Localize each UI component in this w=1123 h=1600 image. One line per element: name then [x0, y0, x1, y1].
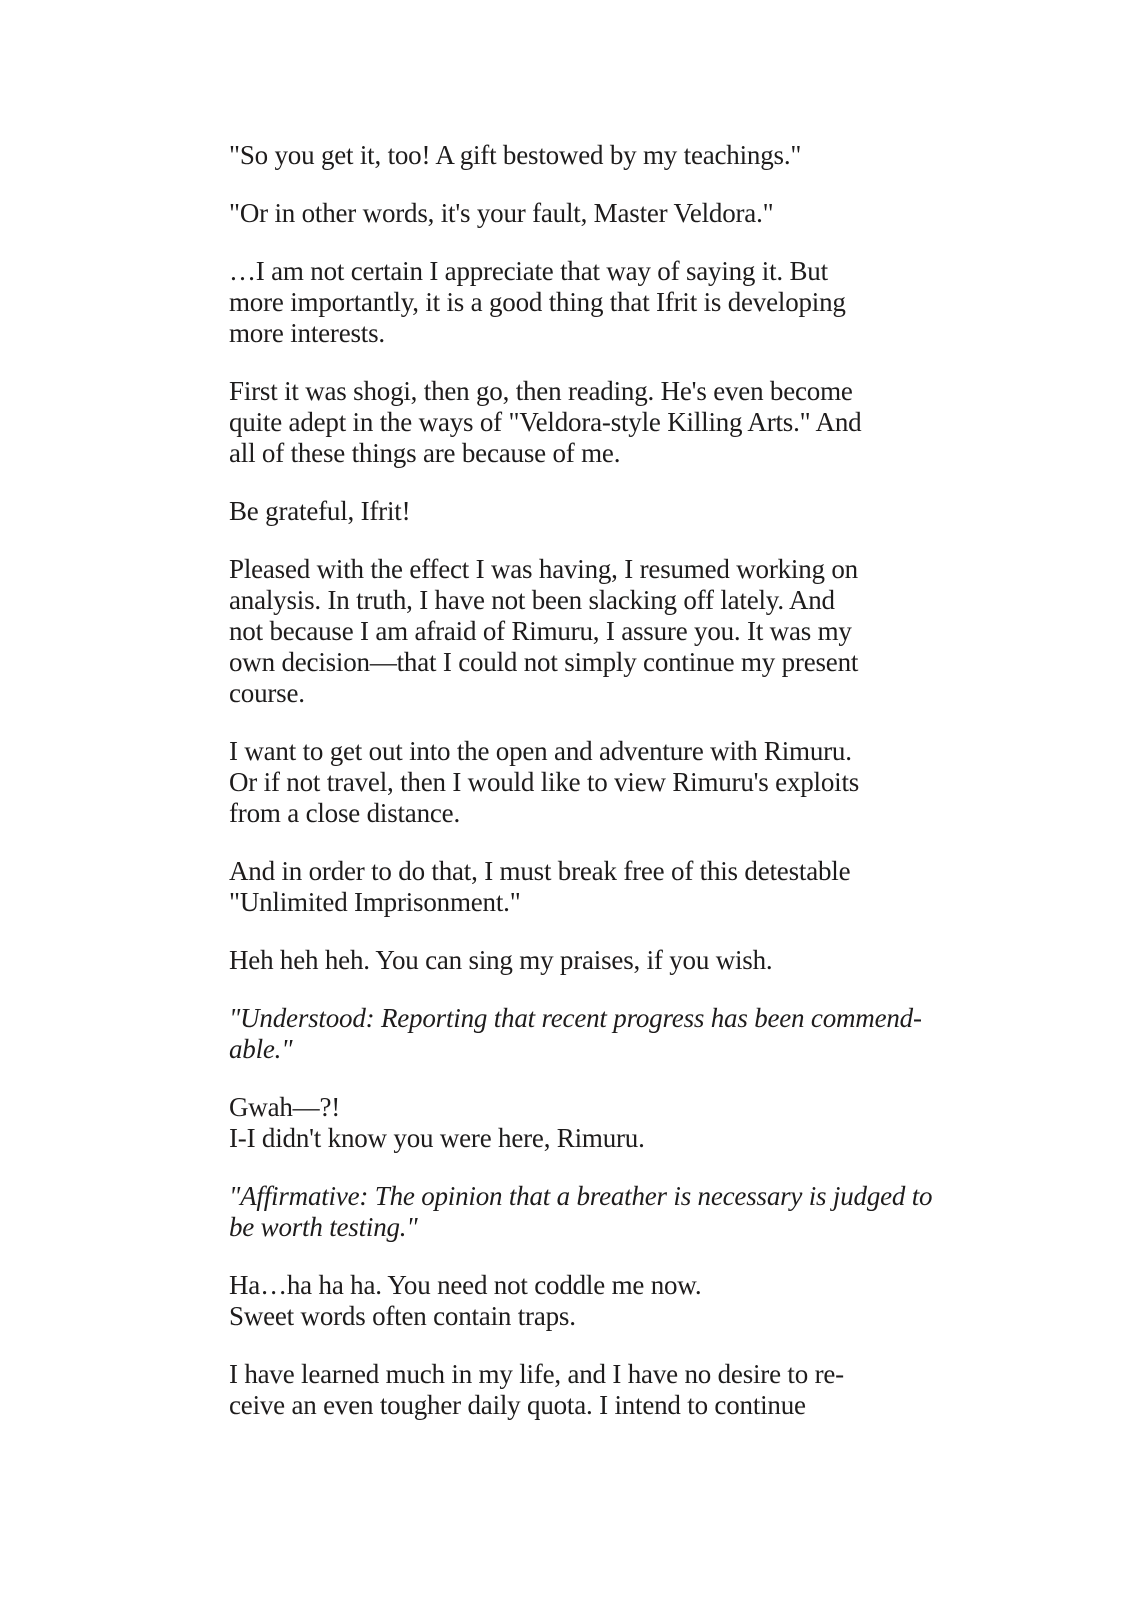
text-line: Pleased with the effect I was having, I resumed working on [229, 554, 858, 584]
text-line: Heh heh heh. You can sing my praises, if you wish. [229, 945, 773, 975]
paragraph [229, 496, 894, 527]
text-line: ceive an even tougher daily quota. I intend to continue [229, 1390, 806, 1420]
text-line: Ha…ha ha ha. You need not coddle me now. [229, 1270, 702, 1300]
paragraph [229, 1092, 894, 1154]
text-line: Gwah—?! [229, 1092, 341, 1122]
text-line: from a close distance. [229, 798, 461, 828]
text-line: not because I am afraid of Rimuru, I assure you. It was my [229, 616, 852, 646]
paragraph [229, 736, 894, 829]
text-line: able." [229, 1034, 293, 1064]
paragraph [229, 945, 894, 976]
paragraph-telepathy-quote [229, 1003, 922, 1065]
text-line: "Understood: Reporting that recent progress has been commend- [229, 1003, 922, 1033]
paragraph [229, 376, 894, 469]
text-line: I want to get out into the open and adventure with Rimuru. [229, 736, 852, 766]
text-line: quite adept in the ways of "Veldora-style Killing Arts." And [229, 407, 862, 437]
text-line: Or if not travel, then I would like to view Rimuru's exploits [229, 767, 860, 797]
text-line: own decision—that I could not simply continue my present [229, 647, 859, 677]
text-line: "Affirmative: The opinion that a breather is necessary is judged to [229, 1181, 933, 1211]
text-line: "So you get it, too! A gift bestowed by my teachings." [229, 140, 802, 170]
text-line: I-I didn't know you were here, Rimuru. [229, 1123, 645, 1153]
paragraph [229, 198, 894, 229]
text-line: course. [229, 678, 305, 708]
text-line: Be grateful, Ifrit! [229, 496, 411, 526]
paragraph [229, 256, 894, 349]
text-line: "Or in other words, it's your fault, Master Veldora." [229, 198, 774, 228]
paragraph [229, 1270, 894, 1332]
text-line: analysis. In truth, I have not been slacking off lately. And [229, 585, 835, 615]
paragraph [229, 1359, 894, 1421]
text-line: "Unlimited Imprisonment." [229, 887, 521, 917]
text-column [229, 140, 933, 1421]
text-line: more interests. [229, 318, 385, 348]
text-line: And in order to do that, I must break free of this detestable [229, 856, 851, 886]
text-line: I have learned much in my life, and I have no desire to re- [229, 1359, 844, 1389]
paragraph [229, 554, 894, 709]
text-line: be worth testing." [229, 1212, 418, 1242]
text-line: Sweet words often contain traps. [229, 1301, 576, 1331]
paragraph [229, 140, 894, 171]
paragraph-telepathy-quote [229, 1181, 933, 1243]
paragraph [229, 856, 894, 918]
text-line: all of these things are because of me. [229, 438, 621, 468]
text-line: …I am not certain I appreciate that way of saying it. But [229, 256, 828, 286]
text-line: First it was shogi, then go, then reading. He's even become [229, 376, 853, 406]
text-line: more importantly, it is a good thing that Ifrit is developing [229, 287, 846, 317]
